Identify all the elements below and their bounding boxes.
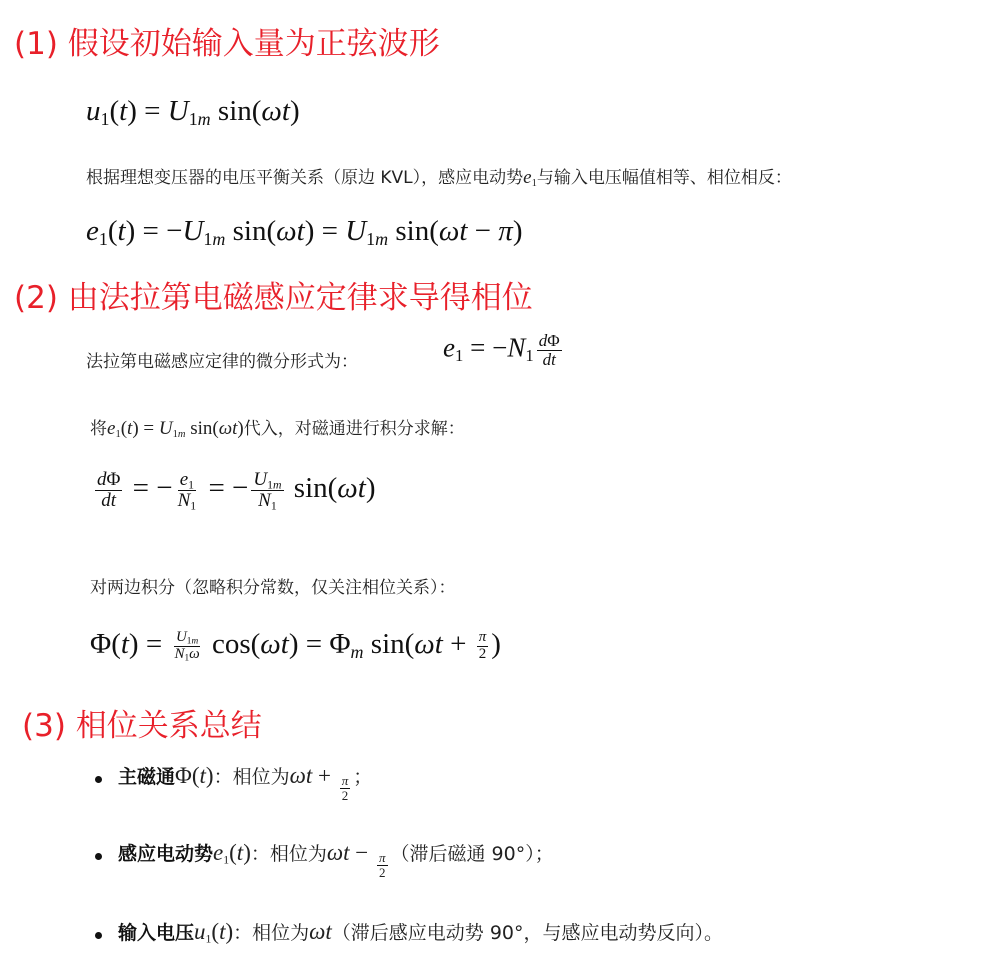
bullet-3 [95, 932, 102, 939]
bullet-2 [95, 853, 102, 860]
section-1-heading: (1) 假设初始输入量为正弦波形 [14, 26, 440, 62]
integrate-description: 对两边积分（忽略积分常数，仅关注相位关系）： [90, 578, 456, 598]
faraday-description: 法拉第电磁感应定律的微分形式为： [86, 352, 358, 372]
summary-item-emf: 感应电动势$e_1(t)$：相位为ωt − $\frac{\pi}{2}$ （滞后磁通 90°）； [118, 840, 554, 880]
kvl-description: 根据理想变压器的电压平衡关系（原边 KVL），感应电动势$e_1$与输入电压幅值相等、相位相反： [86, 167, 792, 189]
section-2-heading: (2) 由法拉第电磁感应定律求导得相位 [14, 280, 533, 316]
summary-item-flux: 主磁通Φ(t)：相位为ωt + $\frac{\pi}{2}$ ； [118, 763, 373, 803]
equation-flux: Φ(t) = $\frac{U_{1m}}{N_1\omega}$ $\cos(\omega t) = \Phi_m$ sin(ωt + $\frac{\pi}{2}$ ) [90, 628, 501, 664]
summary-item-voltage: 输入电压$u_1(t)$：相位为ωt（滞后感应电动势 90°，与感应电动势反向）。 [118, 919, 724, 946]
equation-faraday: $e_1 = -N_1$ $\frac{d\Phi}{dt}$ [443, 331, 560, 369]
section-3-heading: (3) 相位关系总结 [22, 708, 262, 744]
substitute-description: 将$e_1(t) = U_{1m}$ sin(ωt)代入，对磁通进行积分求解： [90, 418, 465, 440]
equation-flux-derivative: $\frac{d\Phi}{dt}$ = − $\frac{e_1}{N_1}$ = − $\frac{U_{1m}}{N_1}$ sin(ωt) [97, 469, 376, 513]
equation-emf: $e_1(t) = -U_{1m}$ $\sin(\omega t) = U_{1m}$ sin(ωt − π) [86, 215, 523, 250]
equation-input-voltage: $u_1(t) = U_{1m}$ sin(ωt) [86, 95, 300, 130]
bullet-1 [95, 776, 102, 783]
